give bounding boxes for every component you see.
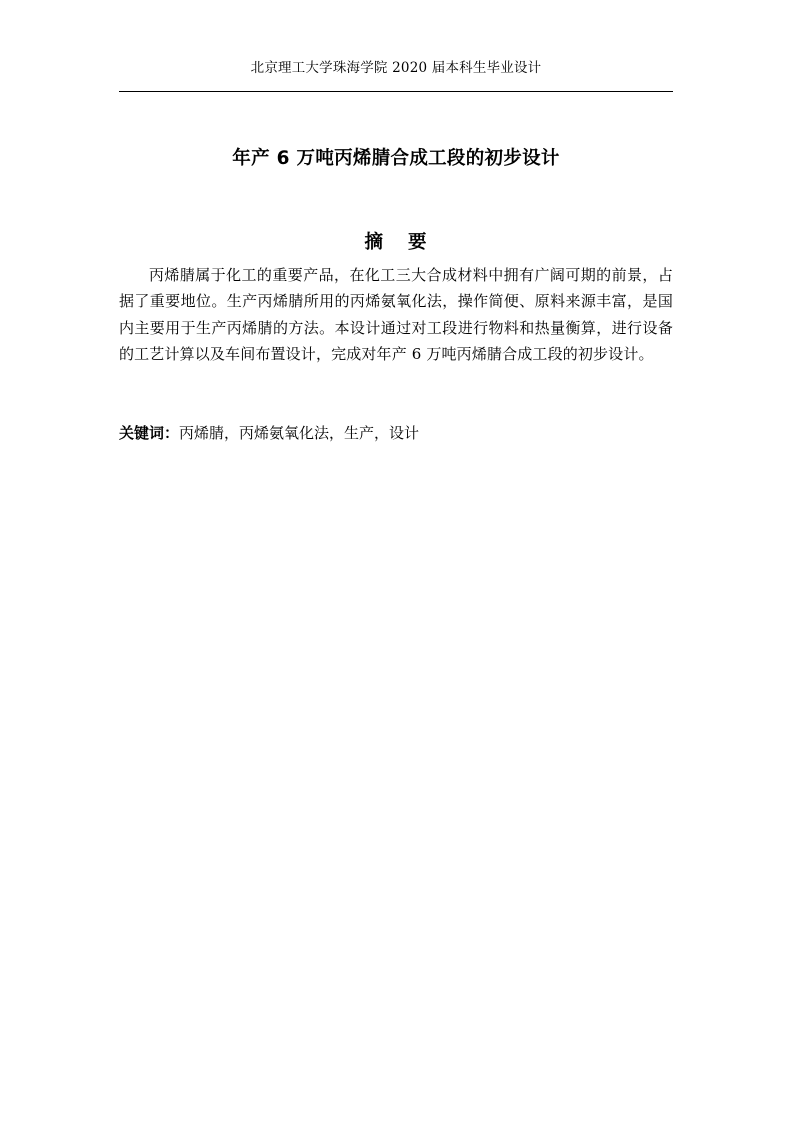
- abstract-heading-char-2: 要: [408, 232, 428, 253]
- keywords-line: [119, 420, 673, 446]
- abstract-heading-char-1: 摘: [364, 232, 384, 253]
- abstract-paragraph: 丙烯腈属于化工的重要产品，在化工三大合成材料中拥有广阔可期的前景，占据了重要地位。生产丙烯腈所用的丙烯氨氧化法，操作简便、原料来源丰富，是国内主要用于生产丙烯腈的方法。本设计通过对工段进行物料和热量衡算，进行设备的工艺计算以及车间布置设计，完成对年产 6 万吨丙烯腈合成工段的初步设计。: [119, 266, 673, 363]
- abstract-heading: [119, 230, 673, 256]
- document-title: 年产 6 万吨丙烯腈合成工段的初步设计: [232, 148, 560, 169]
- keywords-label: 关键词：: [119, 424, 180, 442]
- keywords-value: 丙烯腈，丙烯氨氧化法，生产，设计: [179, 424, 420, 442]
- running-header: 北京理工大学珠海学院 2020 届本科生毕业设计: [250, 60, 542, 76]
- header-divider: [119, 91, 673, 92]
